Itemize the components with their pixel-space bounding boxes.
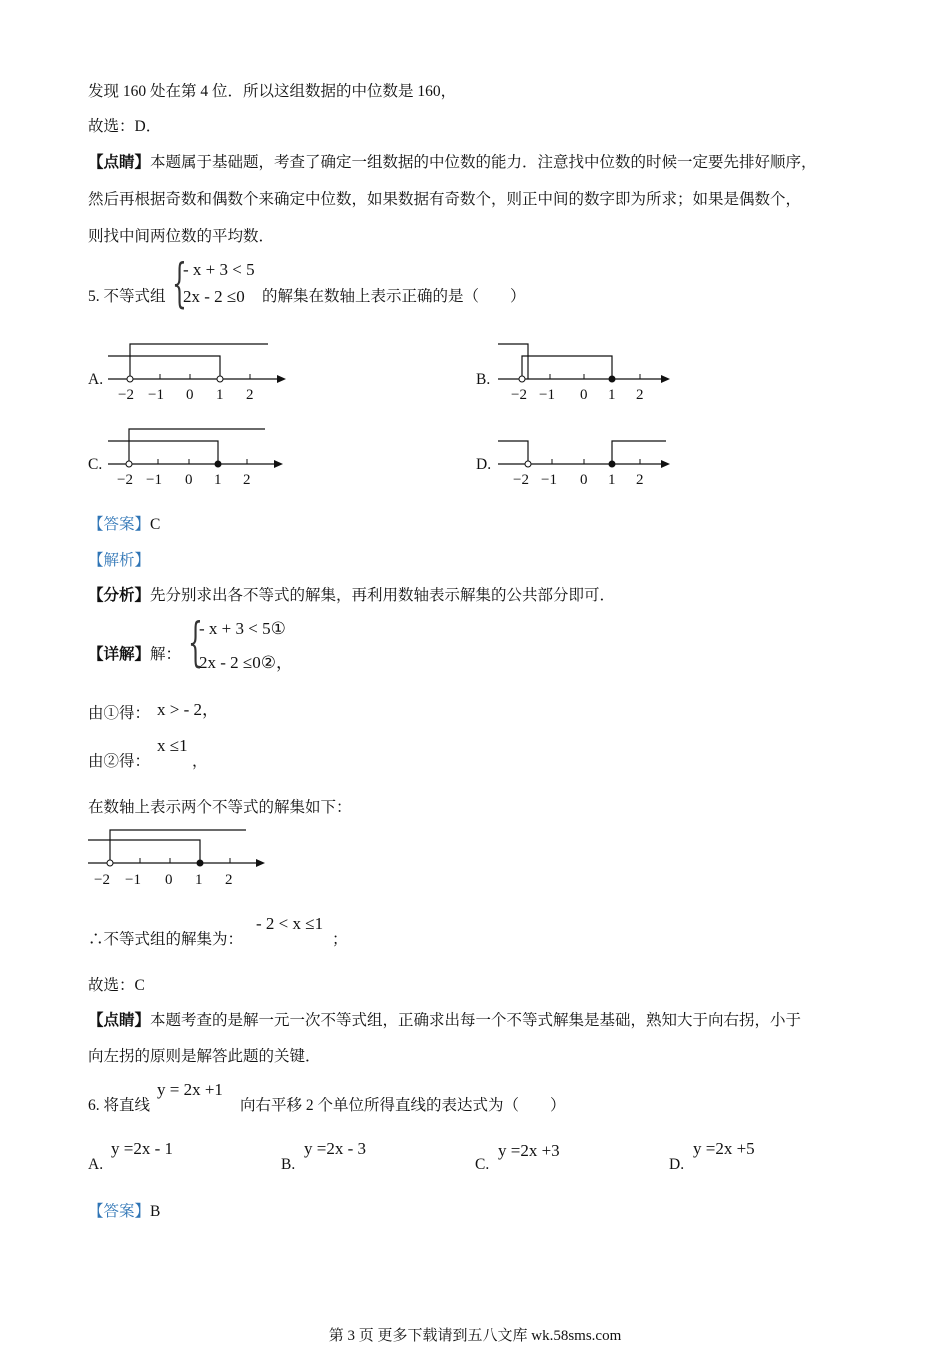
q6-option-c-label[interactable]: C. bbox=[475, 1156, 490, 1173]
answer-value: C bbox=[150, 516, 161, 533]
q5-jiexi-tag: 【解析】 bbox=[88, 552, 151, 569]
q6-option-a-label[interactable]: A. bbox=[88, 1156, 104, 1173]
tick-label: 2 bbox=[636, 387, 644, 403]
intro-line-1: 发现 160 处在第 4 位．所以这组数据的中位数是 160， bbox=[88, 83, 457, 100]
from2-label: 由②得： bbox=[88, 753, 151, 770]
q6-option-a-expr[interactable]: y =2x - 1 bbox=[111, 1139, 173, 1158]
from2-expr: x ≤1 bbox=[157, 736, 188, 755]
answer-tag: 【答案】 bbox=[88, 516, 151, 533]
tick-label: 1 bbox=[608, 387, 616, 403]
solution-eq2 bbox=[199, 648, 293, 673]
q5-fenxi-row bbox=[88, 586, 615, 606]
numberline-intro: 在数轴上表示两个不等式的解集如下： bbox=[88, 799, 352, 816]
conclusion-tail: ； bbox=[332, 931, 348, 948]
tick-label: 1 bbox=[195, 872, 203, 888]
intro-dianjing-line-3: 则找中间两位数的平均数． bbox=[88, 228, 275, 245]
tick-label: −2 bbox=[513, 472, 529, 488]
q5-option-c-numberline bbox=[100, 421, 290, 493]
tick-label: 1 bbox=[214, 472, 222, 488]
tick-label: 0 bbox=[185, 472, 193, 488]
xiangjie-tag: 【详解】 bbox=[88, 646, 151, 663]
q5-brace: { bbox=[172, 254, 187, 314]
tick-label: 2 bbox=[225, 872, 233, 888]
tick-label: −2 bbox=[94, 872, 110, 888]
dianjing-text-1: 本题考查的是解一元一次不等式组，正确求出每一个不等式解集是基础，熟知大于向右拐，小于 bbox=[150, 1012, 802, 1029]
fenxi-text: 先分别求出各不等式的解集，再利用数轴表示解集的公共部分即可． bbox=[150, 587, 616, 604]
tick-label: −1 bbox=[539, 387, 555, 403]
q6-option-d-label[interactable]: D. bbox=[669, 1156, 685, 1173]
tick-label: 1 bbox=[608, 472, 616, 488]
tick-label: −1 bbox=[125, 872, 141, 888]
q5-number: 5. 不等式组 bbox=[88, 288, 166, 305]
q5-eq2: 2x - 2 ≤0 bbox=[183, 287, 245, 306]
tick-label: −1 bbox=[541, 472, 557, 488]
tick-label: 2 bbox=[243, 472, 251, 488]
q5-option-d-numberline bbox=[490, 421, 680, 493]
from1-label: 由①得： bbox=[88, 705, 151, 722]
q6-line-expr: y = 2x +1 bbox=[157, 1080, 223, 1099]
q6-option-c-expr[interactable]: y =2x +3 bbox=[498, 1141, 560, 1160]
q5-option-b-numberline bbox=[490, 336, 680, 408]
q5-option-a-numberline bbox=[100, 336, 290, 408]
q5-option-c-label[interactable]: C. bbox=[88, 456, 103, 473]
q5-option-d-label[interactable]: D. bbox=[476, 456, 492, 473]
dianjing-tag: 【点睛】 bbox=[88, 1012, 151, 1029]
tick-label: −2 bbox=[118, 387, 134, 403]
fenxi-tag: 【分析】 bbox=[88, 587, 151, 604]
solution-numberline bbox=[84, 822, 274, 894]
solution-brace: { bbox=[188, 613, 203, 673]
q5-stem-tail: 的解集在数轴上表示正确的是（ ） bbox=[262, 288, 526, 305]
q5-eq1: - x + 3 < 5 bbox=[183, 260, 255, 279]
dianjing-tag: 【点睛】 bbox=[88, 154, 151, 171]
tick-label: 0 bbox=[186, 387, 194, 403]
tick-label: 2 bbox=[246, 387, 254, 403]
page-footer: 第 3 页 更多下载请到五八文库 wk.58sms.com bbox=[328, 1328, 622, 1344]
intro-line-2: 故选：D． bbox=[88, 118, 162, 135]
q5-xiangjie-row bbox=[88, 645, 181, 665]
tick-label: −2 bbox=[117, 472, 133, 488]
conclusion-label: ∴不等式组的解集为： bbox=[88, 931, 244, 948]
q5-choose: 故选：C bbox=[88, 977, 145, 994]
xiangjie-prefix: 解： bbox=[150, 646, 182, 663]
tick-label: −1 bbox=[148, 387, 164, 403]
from1-expr: x > - 2 bbox=[157, 700, 202, 719]
from1-tail: ， bbox=[202, 700, 219, 719]
q6-answer-row bbox=[88, 1202, 160, 1222]
q6-number: 6. 将直线 bbox=[88, 1097, 151, 1114]
q6-option-d-expr[interactable]: y =2x +5 bbox=[693, 1139, 755, 1158]
q5-option-a-label[interactable]: A. bbox=[88, 371, 104, 388]
solution-comma: ， bbox=[275, 653, 293, 672]
from2-tail: ， bbox=[192, 753, 208, 770]
conclusion-expr: - 2 < x ≤1 bbox=[256, 914, 324, 933]
intro-dianjing bbox=[88, 153, 817, 173]
q5-dianjing-row bbox=[88, 1011, 801, 1031]
q5-dianjing-line-2: 向左拐的原则是解答此题的关键． bbox=[88, 1048, 321, 1065]
answer-value: B bbox=[150, 1203, 161, 1220]
q6-option-b-label[interactable]: B. bbox=[281, 1156, 296, 1173]
tick-label: 0 bbox=[165, 872, 173, 888]
tick-label: 2 bbox=[636, 472, 644, 488]
tick-label: −2 bbox=[511, 387, 527, 403]
q6-stem-tail: 向右平移 2 个单位所得直线的表达式为（ ） bbox=[240, 1097, 566, 1114]
answer-tag: 【答案】 bbox=[88, 1203, 151, 1220]
tick-label: 0 bbox=[580, 387, 588, 403]
solution-eq2-expr: 2x - 2 ≤0② bbox=[199, 653, 276, 672]
intro-dianjing-line-2: 然后再根据奇数和偶数个来确定中位数，如果数据有奇数个，则正中间的数字即为所求；如果是偶数个， bbox=[88, 191, 802, 208]
tick-label: −1 bbox=[146, 472, 162, 488]
q5-option-b-label[interactable]: B. bbox=[476, 371, 491, 388]
tick-label: 1 bbox=[216, 387, 224, 403]
tick-label: 0 bbox=[580, 472, 588, 488]
dianjing-text-1: 本题属于基础题，考查了确定一组数据的中位数的能力．注意找中位数的时候一定要先排好顺序， bbox=[150, 154, 817, 171]
q5-answer-row bbox=[88, 515, 160, 535]
q6-option-b-expr[interactable]: y =2x - 3 bbox=[304, 1139, 366, 1158]
solution-eq1: - x + 3 < 5① bbox=[199, 619, 286, 638]
from1-row bbox=[157, 700, 219, 720]
